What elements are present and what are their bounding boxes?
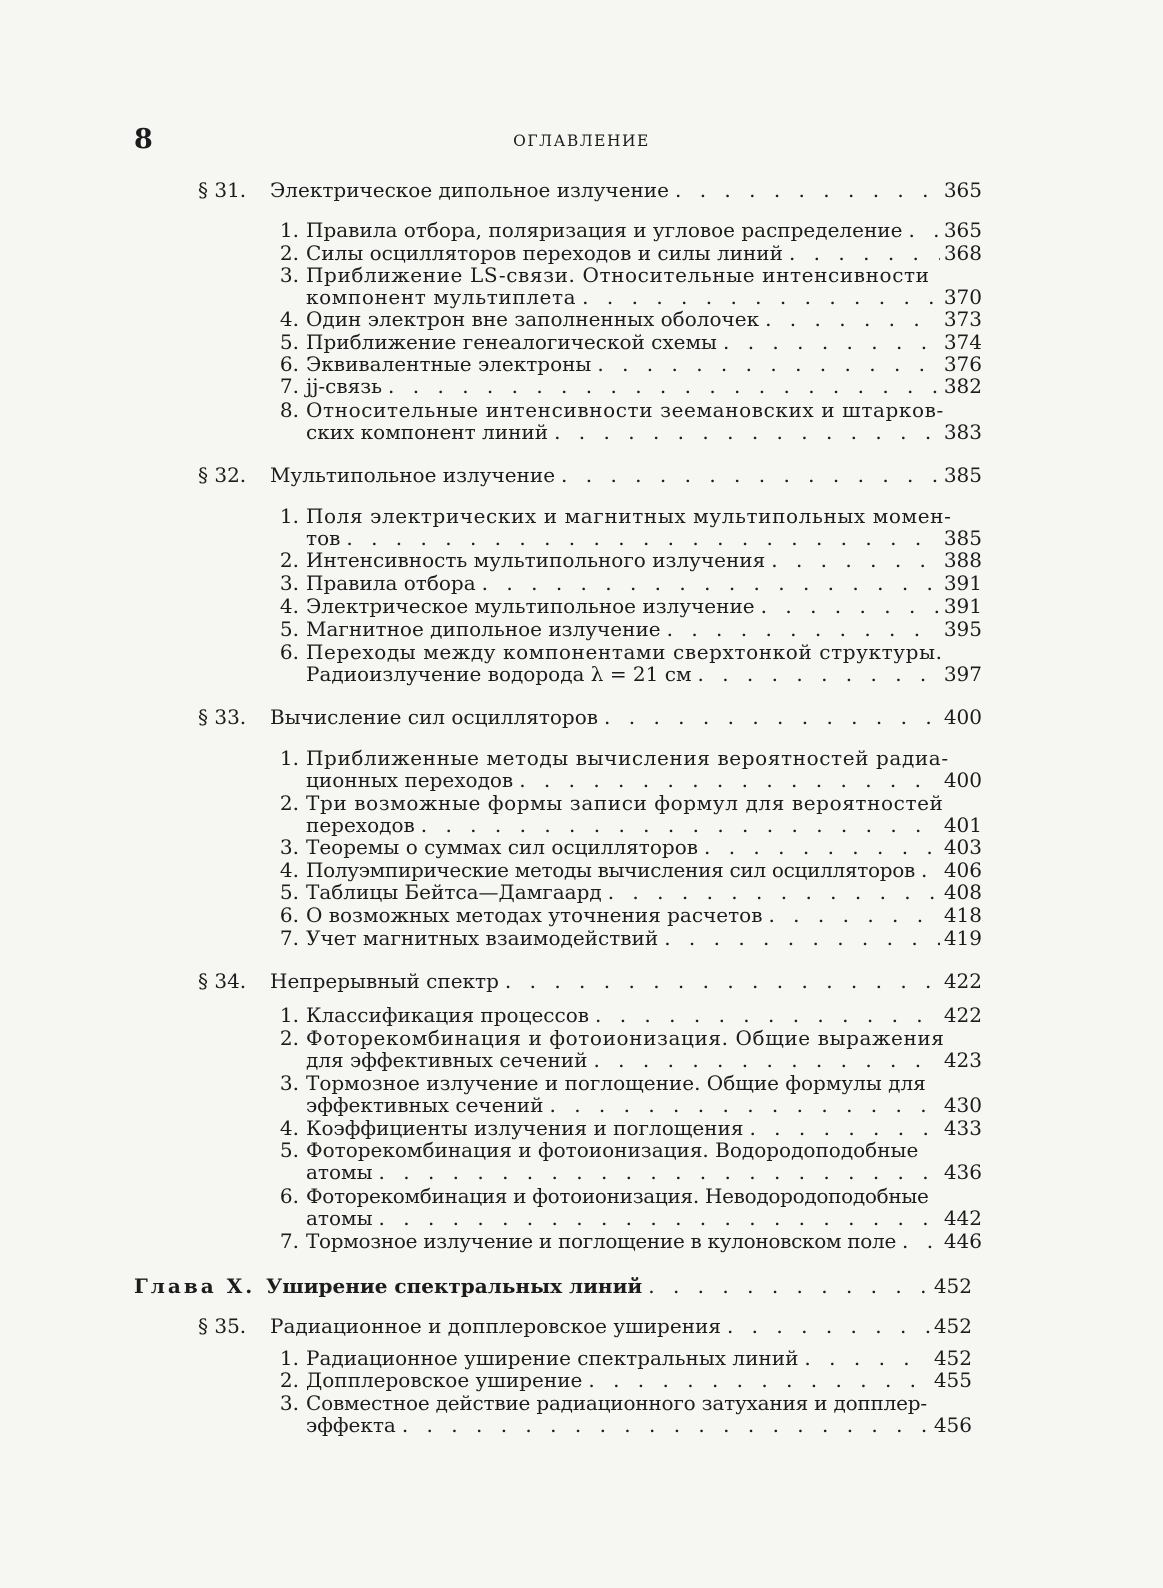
page-ref: 403: [943, 835, 982, 859]
page-ref: 395: [943, 617, 982, 641]
leader-dots: [382, 374, 940, 398]
leader-dots: [589, 1003, 940, 1027]
item-number: 7.: [279, 1229, 299, 1253]
toc-item-continuation[interactable]: [306, 1093, 982, 1117]
item-title-line1: Приближенные методы вычисления вероятностей радиа-: [306, 746, 949, 770]
toc-item[interactable]: [266, 1368, 972, 1392]
leader-dots: [783, 241, 940, 265]
item-number: 7.: [279, 374, 299, 398]
leader-dots: [591, 352, 939, 376]
leader-dots: [548, 420, 940, 444]
section-title: Радиационное и допплеровское уширения: [270, 1314, 721, 1338]
section-number: § 31.: [198, 178, 247, 202]
page-ref: 452: [933, 1346, 972, 1370]
page-ref: 385: [943, 463, 982, 487]
leader-dots: [717, 330, 940, 354]
page-ref: 422: [943, 969, 982, 993]
item-number: 5.: [279, 330, 299, 354]
item-title: Один электрон вне заполненных оболочек: [306, 307, 760, 331]
item-number: 2.: [279, 1026, 299, 1050]
toc-item-continuation[interactable]: [306, 662, 982, 686]
item-title-line2: для эффективных сечений: [306, 1048, 588, 1072]
page-ref: 419: [943, 926, 982, 950]
section-number: § 33.: [198, 705, 247, 729]
leader-dots: [915, 858, 940, 882]
item-number: 6.: [279, 352, 299, 376]
item-title-line2: тов: [306, 526, 341, 550]
toc-item[interactable]: [266, 791, 982, 815]
page-ref: 385: [943, 526, 982, 550]
item-number: 4.: [279, 1116, 299, 1140]
toc-item[interactable]: [266, 352, 982, 376]
chapter-label: Глава X.: [134, 1274, 256, 1298]
page-ref: 433: [943, 1116, 982, 1140]
leader-dots: [669, 178, 940, 202]
item-title: Приближение генеалогической схемы: [306, 330, 717, 354]
leader-dots: [396, 1413, 930, 1437]
page-ref: 400: [943, 768, 982, 792]
toc-item[interactable]: [266, 835, 982, 859]
running-head: ОГЛАВЛЕНИЕ: [513, 132, 650, 150]
leader-dots: [543, 1093, 939, 1117]
toc-section-35[interactable]: [198, 1314, 972, 1338]
item-number: 2.: [279, 1368, 299, 1392]
toc-item-continuation[interactable]: [306, 768, 982, 792]
page-ref: 442: [943, 1206, 982, 1230]
leader-dots: [587, 1048, 939, 1072]
page-ref: 436: [943, 1160, 982, 1184]
page-ref: 365: [943, 178, 982, 202]
toc-item[interactable]: [266, 374, 982, 398]
toc-item[interactable]: [266, 1138, 982, 1162]
item-number: 1.: [279, 218, 299, 242]
leader-dots: [576, 285, 940, 309]
item-title: Полуэмпирические методы вычисления сил осцилляторов: [306, 858, 915, 882]
leader-dots: [476, 571, 940, 595]
leader-dots: [582, 1368, 929, 1392]
page-ref: 446: [943, 1229, 982, 1253]
page-ref: 374: [943, 330, 982, 354]
item-title: jj-связь: [306, 374, 383, 398]
section-title: Электрическое дипольное излучение: [270, 178, 669, 202]
leader-dots: [765, 548, 940, 572]
item-title: Правила отбора: [306, 571, 476, 595]
section-number: § 35.: [198, 1314, 247, 1338]
toc-item[interactable]: [266, 926, 982, 950]
item-title: Таблицы Бейтса—Дамгаард: [306, 880, 602, 904]
toc-item[interactable]: [266, 241, 982, 265]
item-number: 2.: [279, 548, 299, 572]
item-title: О возможных методах уточнения расчетов: [306, 903, 763, 927]
leader-dots: [759, 307, 940, 331]
item-title-line2: атомы: [306, 1206, 373, 1230]
item-number: 7.: [279, 926, 299, 950]
toc-item[interactable]: [266, 398, 982, 422]
toc-item[interactable]: [266, 548, 982, 572]
item-title: Интенсивность мультипольного излучения: [306, 548, 766, 572]
item-title-line1: Относительные интенсивности зеемановских и штарков-: [306, 398, 944, 422]
page-ref: 391: [943, 571, 982, 595]
item-number: 3.: [279, 571, 299, 595]
toc-item[interactable]: [266, 1346, 972, 1370]
item-title-line1: Фоторекомбинация и фотоионизация. Неводородоподобные: [306, 1184, 929, 1208]
toc-item[interactable]: [266, 640, 982, 664]
item-title: Тормозное излучение и поглощение в кулоновском поле: [306, 1229, 896, 1253]
item-number: 6.: [279, 903, 299, 927]
toc-section-34[interactable]: [198, 969, 982, 993]
item-number: 4.: [279, 307, 299, 331]
page-ref: 370: [943, 285, 982, 309]
section-number: § 34.: [198, 969, 247, 993]
toc-section-32[interactable]: [198, 463, 982, 487]
page-ref: 452: [933, 1274, 972, 1298]
section-title: Мультипольное излучение: [270, 463, 556, 487]
item-number: 2.: [279, 791, 299, 815]
leader-dots: [902, 218, 939, 242]
item-number: 6.: [279, 640, 299, 664]
leader-dots: [692, 662, 940, 686]
page-ref: 430: [943, 1093, 982, 1117]
toc-item[interactable]: [266, 330, 982, 354]
page-ref: 452: [933, 1314, 972, 1338]
toc-item[interactable]: [266, 594, 982, 618]
toc-item[interactable]: [266, 504, 982, 528]
item-title: Эквивалентные электроны: [306, 352, 592, 376]
leader-dots: [602, 880, 940, 904]
section-title: Вычисление сил осцилляторов: [270, 705, 599, 729]
leader-dots: [658, 926, 940, 950]
page-ref: 422: [943, 1003, 982, 1027]
item-title-line1: Тормозное излучение и поглощение. Общие формулы для: [306, 1071, 926, 1095]
toc-item-continuation[interactable]: [306, 1413, 972, 1437]
page-ref: 388: [943, 548, 982, 572]
leader-dots: [513, 768, 940, 792]
toc-item[interactable]: [266, 1116, 982, 1140]
toc-item[interactable]: [266, 218, 982, 242]
item-title-line2: ских компонент линий: [306, 420, 549, 444]
item-title-line1: Совместное действие радиационного затухания и допплер-: [306, 1391, 927, 1415]
page-ref: 401: [943, 813, 982, 837]
item-number: 5.: [279, 880, 299, 904]
page-ref: 397: [943, 662, 982, 686]
item-title-line2: переходов: [306, 813, 415, 837]
page-ref: 455: [933, 1368, 972, 1392]
page-ref: 383: [943, 420, 982, 444]
leader-dots: [798, 1346, 929, 1370]
toc-item-continuation[interactable]: [306, 813, 982, 837]
item-title-line2: эффекта: [306, 1413, 396, 1437]
item-title: Коэффициенты излучения и поглощения: [306, 1116, 744, 1140]
leader-dots: [555, 463, 940, 487]
item-title-line1: Переходы между компонентами сверхтонкой структуры.: [306, 640, 943, 664]
item-title: Радиационное уширение спектральных линий: [306, 1346, 799, 1370]
item-title: Классификация процессов: [306, 1003, 589, 1027]
toc-section-33[interactable]: [198, 705, 982, 729]
item-title-line1: Фоторекомбинация и фотоионизация. Общие выражения: [306, 1026, 945, 1050]
leader-dots: [340, 526, 939, 550]
item-number: 1.: [279, 1003, 299, 1027]
toc-item-continuation[interactable]: [306, 1160, 982, 1184]
page-ref: 408: [943, 880, 982, 904]
leader-dots: [373, 1160, 940, 1184]
item-number: 6.: [279, 1184, 299, 1208]
page-ref: 365: [943, 218, 982, 242]
item-title: Правила отбора, поляризация и угловое распределение: [306, 218, 903, 242]
item-title: Электрическое мультипольное излучение: [306, 594, 755, 618]
toc-item[interactable]: [266, 307, 982, 331]
page-number: 8: [134, 124, 153, 155]
toc-item[interactable]: [266, 903, 982, 927]
item-number: 1.: [279, 746, 299, 770]
item-title-line2: ционных переходов: [306, 768, 514, 792]
item-title: Теоремы о суммах сил осцилляторов: [306, 835, 698, 859]
toc-item-continuation[interactable]: [306, 285, 982, 309]
chapter-title: Уширение спектральных линий: [266, 1274, 643, 1298]
item-title-line2: эффективных сечений: [306, 1093, 544, 1117]
leader-dots: [755, 594, 940, 618]
toc-item[interactable]: [266, 858, 982, 882]
leader-dots: [499, 969, 940, 993]
leader-dots: [721, 1314, 930, 1338]
item-number: 8.: [279, 398, 299, 422]
section-title: Непрерывный спектр: [270, 969, 499, 993]
item-number: 5.: [279, 617, 299, 641]
toc-item[interactable]: [266, 617, 982, 641]
toc-item[interactable]: [266, 1229, 982, 1253]
item-title-line1: Три возможные формы записи формул для вероятностей: [306, 791, 944, 815]
toc-item[interactable]: [266, 263, 982, 287]
toc-item-continuation[interactable]: [306, 1206, 982, 1230]
item-title-line2: атомы: [306, 1160, 373, 1184]
toc-section-31[interactable]: [198, 178, 982, 202]
item-title-line1: Приближение LS-связи. Относительные интенсивности: [306, 263, 930, 287]
leader-dots: [415, 813, 940, 837]
page-ref: 373: [943, 307, 982, 331]
page-ref: 456: [933, 1413, 972, 1437]
item-number: 3.: [279, 835, 299, 859]
toc-item[interactable]: [266, 1026, 982, 1050]
item-number: 3.: [279, 1391, 299, 1415]
item-number: 1.: [279, 1346, 299, 1370]
leader-dots: [896, 1229, 940, 1253]
item-number: 3.: [279, 1071, 299, 1095]
leader-dots: [661, 617, 940, 641]
toc-item[interactable]: [266, 571, 982, 595]
toc-item-continuation[interactable]: [306, 1048, 982, 1072]
item-number: 4.: [279, 858, 299, 882]
page-ref: 418: [943, 903, 982, 927]
page-ref: 391: [943, 594, 982, 618]
page-ref: 423: [943, 1048, 982, 1072]
item-title-line2: Радиоизлучение водорода λ = 21 см: [306, 662, 692, 686]
page-ref: 368: [943, 241, 982, 265]
item-title: Силы осцилляторов переходов и силы линий: [306, 241, 783, 265]
item-title: Магнитное дипольное излучение: [306, 617, 661, 641]
item-number: 1.: [279, 504, 299, 528]
toc-item[interactable]: [266, 1184, 982, 1208]
leader-dots: [762, 903, 939, 927]
leader-dots: [598, 705, 940, 729]
item-title: Учет магнитных взаимодействий: [306, 926, 659, 950]
item-number: 5.: [279, 1138, 299, 1162]
toc-item[interactable]: [266, 746, 982, 770]
page-ref: 406: [943, 858, 982, 882]
toc-item[interactable]: [266, 1071, 982, 1095]
leader-dots: [373, 1206, 940, 1230]
leader-dots: [698, 835, 940, 859]
toc-item-continuation[interactable]: [306, 420, 982, 444]
page-ref: 400: [943, 705, 982, 729]
page-ref: 382: [943, 374, 982, 398]
item-title-line1: Поля электрических и магнитных мультипольных момен-: [306, 504, 952, 528]
toc-item[interactable]: [266, 1003, 982, 1027]
toc-chapter-10[interactable]: [134, 1274, 972, 1298]
item-number: 3.: [279, 263, 299, 287]
item-title-line2: компонент мультиплета: [306, 285, 577, 309]
leader-dots: [743, 1116, 939, 1140]
toc-item[interactable]: [266, 880, 982, 904]
item-number: 2.: [279, 241, 299, 265]
item-number: 4.: [279, 594, 299, 618]
toc-item-continuation[interactable]: [306, 526, 982, 550]
item-title-line1: Фоторекомбинация и фотоионизация. Водородоподобные: [306, 1138, 919, 1162]
page-ref: 376: [943, 352, 982, 376]
section-number: § 32.: [198, 463, 247, 487]
leader-dots: [642, 1274, 930, 1298]
toc-item[interactable]: [266, 1391, 972, 1415]
item-title: Допплеровское уширение: [306, 1368, 583, 1392]
